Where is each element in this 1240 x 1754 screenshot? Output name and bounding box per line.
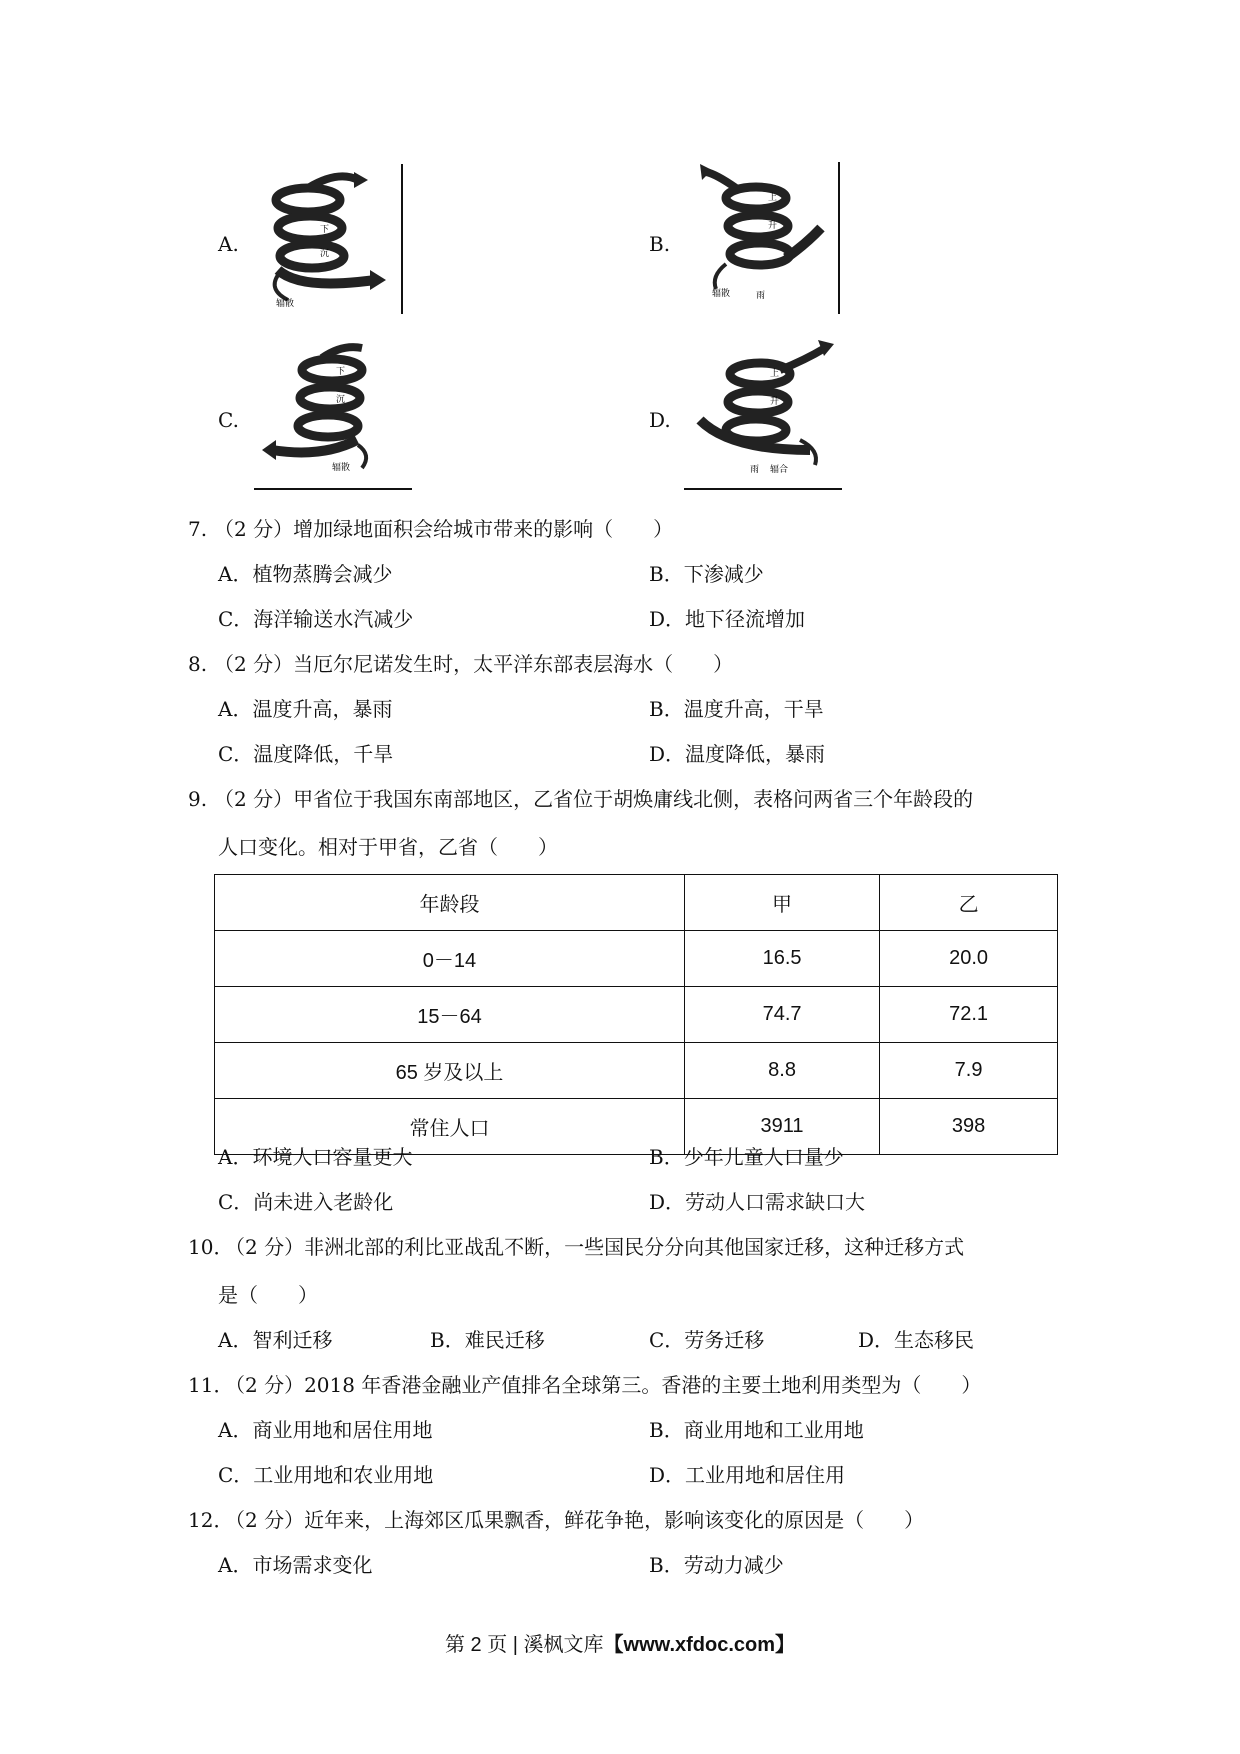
- svg-text:辐合: 辐合: [770, 465, 789, 475]
- rising-air-diagram-d: [690, 340, 840, 484]
- svg-text:辐散: 辐散: [276, 299, 295, 309]
- rising-air-diagram-b: [696, 164, 836, 308]
- question-8-option-b[interactable]: B．温度升高，干旱: [649, 697, 824, 721]
- question-10-option-c[interactable]: C．劳务迁移: [649, 1328, 765, 1352]
- question-11-option-a[interactable]: A．商业用地和居住用地: [218, 1418, 433, 1442]
- figure-c-underline: [254, 488, 412, 490]
- site-name: 溪枫文库: [523, 1634, 604, 1656]
- figure-d-underline: [684, 488, 842, 490]
- table-cell: 0－14: [215, 931, 685, 987]
- page-number: 第 2 页: [444, 1634, 508, 1656]
- question-7-number: 7.: [188, 517, 208, 541]
- question-9-option-b[interactable]: B．少年儿童人口量少: [649, 1145, 844, 1169]
- table-header-cell: 年龄段: [215, 875, 685, 931]
- question-7-option-d[interactable]: D．地下径流增加: [649, 607, 806, 631]
- svg-text:升: 升: [768, 221, 778, 231]
- question-7-text: （2 分）增加绿地面积会给城市带来的影响（ ）: [214, 517, 674, 541]
- table-cell: 74.7: [684, 987, 879, 1043]
- table-cell: 20.0: [880, 931, 1058, 987]
- table-cell: 3911: [684, 1099, 879, 1155]
- table-header-row: [215, 875, 1058, 931]
- question-9-text-continued: 人口变化。相对于甲省，乙省（ ）: [218, 835, 558, 859]
- svg-text:辐散: 辐散: [332, 463, 351, 473]
- svg-text:下: 下: [336, 367, 346, 377]
- svg-text:沉: 沉: [336, 395, 346, 405]
- option-c-label: C.: [218, 408, 239, 432]
- table-header-cell: 乙: [880, 875, 1058, 931]
- question-11-text: （2 分）2018 年香港金融业产值排名全球第三。香港的主要土地利用类型为（ ）: [225, 1373, 982, 1397]
- svg-text:上: 上: [770, 369, 780, 379]
- svg-text:辐散: 辐散: [712, 289, 731, 299]
- table-cell: 8.8: [684, 1043, 879, 1099]
- question-12-number: 12．: [188, 1508, 234, 1532]
- svg-text:沉: 沉: [320, 249, 330, 259]
- svg-text:雨: 雨: [756, 291, 766, 301]
- question-10-option-d[interactable]: D．生态移民: [858, 1328, 975, 1352]
- question-9-option-a[interactable]: A．环境人口容量更大: [218, 1145, 413, 1169]
- question-8-option-c[interactable]: C．温度降低，千旱: [218, 742, 394, 766]
- site-url-link[interactable]: 【www.xfdoc.com】: [603, 1634, 796, 1656]
- table-cell: 常住人口: [215, 1099, 685, 1155]
- option-d-label: D.: [649, 408, 671, 432]
- question-10-text-continued: 是（ ）: [218, 1283, 318, 1307]
- option-a-label: A.: [218, 232, 239, 256]
- table-cell: 65 岁及以上: [215, 1043, 685, 1099]
- question-9-number: 9.: [188, 787, 208, 811]
- svg-text:升: 升: [770, 397, 780, 407]
- question-12-text: （2 分）近年来，上海郊区瓜果飘香，鲜花争艳，影响该变化的原因是（ ）: [225, 1508, 925, 1532]
- figure-b-divider: [838, 162, 840, 314]
- question-12-option-a[interactable]: A．市场需求变化: [218, 1553, 373, 1577]
- question-7-option-c[interactable]: C．海洋输送水汽减少: [218, 607, 414, 631]
- table-cell: 15－64: [215, 987, 685, 1043]
- svg-text:雨: 雨: [750, 465, 760, 475]
- question-12-option-b[interactable]: B．劳动力减少: [649, 1553, 784, 1577]
- question-11-number: 11．: [188, 1373, 234, 1397]
- figure-a-divider: [401, 164, 403, 314]
- question-8-option-d[interactable]: D．温度降低，暴雨: [649, 742, 826, 766]
- table-row: [215, 987, 1058, 1043]
- page-footer: [0, 1628, 1240, 1657]
- age-population-table: [214, 874, 1058, 1155]
- footer-separator: |: [512, 1634, 518, 1656]
- table-row: [215, 931, 1058, 987]
- question-8-text: （2 分）当厄尔尼诺发生时，太平洋东部表层海水（ ）: [214, 652, 734, 676]
- table-cell: 72.1: [880, 987, 1058, 1043]
- question-11-option-b[interactable]: B．商业用地和工业用地: [649, 1418, 864, 1442]
- question-9-option-d[interactable]: D．劳动人口需求缺口大: [649, 1190, 866, 1214]
- question-11-option-d[interactable]: D．工业用地和居住用: [649, 1463, 846, 1487]
- sinking-air-diagram-a: [258, 170, 388, 314]
- table-cell: 7.9: [880, 1043, 1058, 1099]
- table-row: [215, 1043, 1058, 1099]
- table-header-cell: 甲: [684, 875, 879, 931]
- question-7-option-a[interactable]: A．植物蒸腾会减少: [218, 562, 393, 586]
- question-8-option-a[interactable]: A．温度升高，暴雨: [218, 697, 393, 721]
- question-9-option-c[interactable]: C．尚未进入老龄化: [218, 1190, 394, 1214]
- question-10-option-b[interactable]: B．难民迁移: [430, 1328, 545, 1352]
- question-10-number: 10．: [188, 1235, 234, 1259]
- question-10-option-a[interactable]: A．智利迁移: [218, 1328, 333, 1352]
- question-9-text: （2 分）甲省位于我国东南部地区，乙省位于胡焕庸线北侧，表格问两省三个年龄段的: [214, 787, 974, 811]
- option-b-label: B.: [649, 232, 671, 256]
- question-11-option-c[interactable]: C．工业用地和农业用地: [218, 1463, 434, 1487]
- table-cell: 398: [880, 1099, 1058, 1155]
- table-cell: 16.5: [684, 931, 879, 987]
- svg-text:上: 上: [768, 193, 778, 203]
- question-10-text: （2 分）非洲北部的利比亚战乱不断，一些国民分分向其他国家迁移，这种迁移方式: [225, 1235, 965, 1259]
- sinking-air-diagram-c: [262, 340, 402, 484]
- svg-text:下: 下: [320, 225, 330, 235]
- question-7-option-b[interactable]: B．下渗减少: [649, 562, 764, 586]
- question-8-number: 8.: [188, 652, 208, 676]
